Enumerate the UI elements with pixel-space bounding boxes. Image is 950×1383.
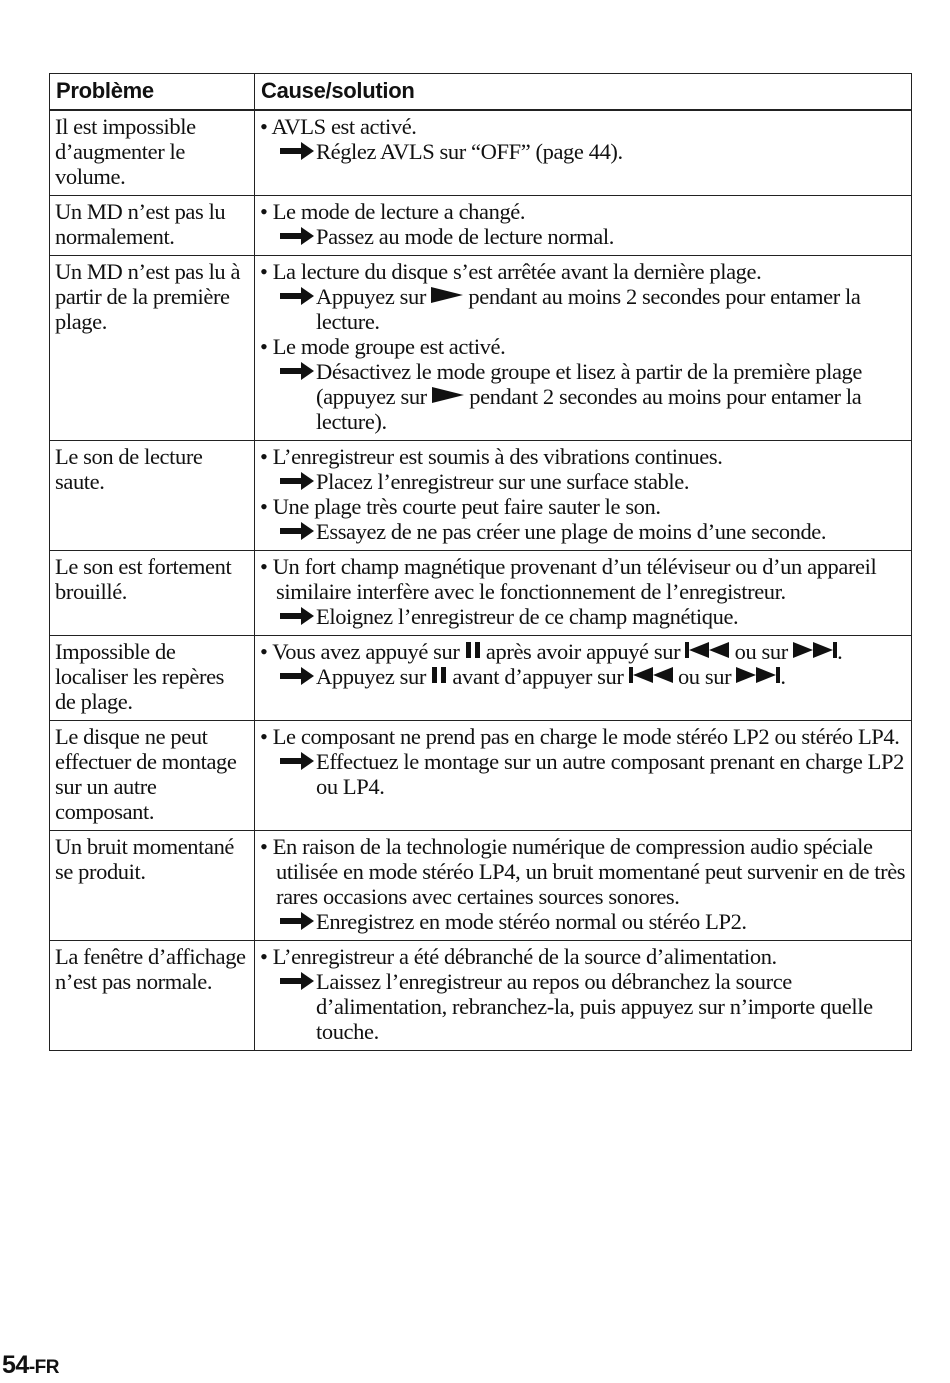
text-run: ou sur [729, 639, 794, 664]
table-row [50, 551, 912, 636]
problem-cell: Il est impossible d’augmenter le volume. [50, 110, 255, 196]
problem-cell: Un MD n’est pas lu normalement. [50, 196, 255, 256]
text-run: avant d’appuyer sur [447, 664, 629, 689]
text-run: . [837, 639, 843, 664]
text-run: L’enregistreur a été débranché de la source d’alimentation. [272, 944, 777, 969]
solution-item [260, 909, 906, 934]
text-run: Eloignez l’enregistreur de ce champ magnétique. [316, 604, 739, 629]
solution-item [260, 224, 906, 249]
solution-item [260, 604, 906, 629]
bullet-icon: • [260, 944, 273, 969]
cause-solution-cell [255, 441, 912, 551]
table-row [50, 831, 912, 941]
table-body [50, 110, 912, 1051]
bullet-icon: • [260, 199, 273, 224]
text-run: En raison de la technologie numérique de compression audio spéciale utilisée en mode stéréo LP4, un bruit momentané peut survenir en de très rares occasions avec certaines sources sonores. [272, 834, 906, 909]
text-run: Vous avez appuyé sur [272, 639, 465, 664]
text-run: Le composant ne prend pas en charge le mode stéréo LP2 ou stéréo LP4. [272, 724, 900, 749]
cause-item [260, 834, 906, 909]
arrow-icon [280, 972, 314, 990]
pause-icon [465, 641, 481, 659]
cause-solution-cell [255, 256, 912, 441]
next-track-icon [736, 666, 780, 684]
arrow-icon [280, 362, 314, 380]
cause-item [260, 494, 906, 519]
arrow-icon [280, 287, 314, 305]
cause-item [260, 259, 906, 284]
solution-item [260, 284, 906, 334]
bullet-icon: • [260, 259, 273, 284]
problem-cell: Impossible de localiser les repères de plage. [50, 636, 255, 721]
pause-icon [431, 666, 447, 684]
arrow-icon [280, 667, 314, 685]
previous-track-icon [629, 666, 673, 684]
cause-solution-cell [255, 196, 912, 256]
text-run: Enregistrez en mode stéréo normal ou stéréo LP2. [316, 909, 747, 934]
cause-item [260, 334, 906, 359]
text-run: Laissez l’enregistreur au repos ou débranchez la source d’alimentation, rebranchez-la, puis appuyez sur n’importe quelle touche. [316, 969, 873, 1044]
solution-item [260, 969, 906, 1044]
table-row [50, 941, 912, 1051]
text-run: AVLS est activé. [271, 114, 417, 139]
play-icon [432, 386, 464, 404]
bullet-icon: • [260, 724, 273, 749]
text-run: Placez l’enregistreur sur une surface stable. [316, 469, 690, 494]
cause-item [260, 199, 906, 224]
text-run: L’enregistreur est soumis à des vibrations continues. [272, 444, 723, 469]
text-run: ou sur [672, 664, 737, 689]
bullet-icon: • [260, 494, 273, 519]
page-number-suffix: -FR [28, 1357, 59, 1378]
text-run: pendant au moins 2 secondes pour entamer la lecture. [316, 284, 861, 334]
text-run: Un fort champ magnétique provenant d’un téléviseur ou d’un appareil similaire interfère avec le fonctionnement de l’enregistreur. [272, 554, 877, 604]
text-run: Appuyez sur [316, 664, 432, 689]
bullet-icon: • [260, 444, 273, 469]
cause-solution-cell [255, 941, 912, 1051]
problem-cell: Un MD n’est pas lu à partir de la première plage. [50, 256, 255, 441]
problem-cell: Le son de lecture saute. [50, 441, 255, 551]
problem-column-header: Problème [50, 74, 255, 111]
arrow-icon [280, 142, 314, 160]
table-header-row [50, 74, 912, 111]
play-icon [431, 286, 463, 304]
cause-solution-cell [255, 721, 912, 831]
table-row [50, 721, 912, 831]
bullet-icon: • [260, 639, 273, 664]
solution-item [260, 359, 906, 434]
text-run: Une plage très courte peut faire sauter le son. [272, 494, 661, 519]
cause-item [260, 444, 906, 469]
text-run: Passez au mode de lecture normal. [316, 224, 614, 249]
solution-item [260, 469, 906, 494]
cause-solution-cell [255, 636, 912, 721]
page-number-value: 54 [2, 1351, 29, 1379]
arrow-icon [280, 752, 314, 770]
bullet-icon: • [260, 834, 273, 859]
next-track-icon [793, 641, 837, 659]
table-row [50, 256, 912, 441]
arrow-icon [280, 227, 314, 245]
cause-item [260, 944, 906, 969]
cause-solution-cell [255, 110, 912, 196]
problem-cell: Le disque ne peut effectuer de montage sur un autre composant. [50, 721, 255, 831]
arrow-icon [280, 522, 314, 540]
cause-item [260, 639, 906, 664]
text-run: Désactivez le mode groupe et lisez à partir de la première plage (appuyez sur [316, 359, 862, 409]
text-run: Appuyez sur [316, 284, 432, 309]
bullet-icon: • [260, 554, 273, 579]
page-number [2, 1350, 59, 1383]
solution-item [260, 519, 906, 544]
table-row [50, 441, 912, 551]
text-run: La lecture du disque s’est arrêtée avant la dernière plage. [272, 259, 762, 284]
bullet-icon: • [260, 334, 273, 359]
text-run: Le mode groupe est activé. [272, 334, 506, 359]
text-run: Effectuez le montage sur un autre composant prenant en charge LP2 ou LP4. [316, 749, 904, 799]
solution-item [260, 139, 906, 164]
solution-item [260, 664, 906, 689]
text-run: Essayez de ne pas créer une plage de moins d’une seconde. [316, 519, 827, 544]
previous-track-icon [685, 641, 729, 659]
cause-column-header: Cause/solution [255, 74, 912, 111]
problem-cell: La fenêtre d’affichage n’est pas normale. [50, 941, 255, 1051]
cause-item [260, 724, 906, 749]
cause-item [260, 114, 906, 139]
troubleshooting-table [49, 73, 912, 1051]
table-row [50, 636, 912, 721]
text-run: pendant 2 secondes au moins pour entamer la lecture). [316, 384, 862, 434]
text-run: Le mode de lecture a changé. [272, 199, 526, 224]
cause-solution-cell [255, 831, 912, 941]
text-run: Réglez AVLS sur “OFF” (page 44). [316, 139, 623, 164]
arrow-icon [280, 607, 314, 625]
bullet-icon: • [260, 114, 272, 139]
cause-solution-cell [255, 551, 912, 636]
solution-item [260, 749, 906, 799]
table-row [50, 196, 912, 256]
arrow-icon [280, 472, 314, 490]
problem-cell: Le son est fortement brouillé. [50, 551, 255, 636]
table-row [50, 110, 912, 196]
cause-item [260, 554, 906, 604]
problem-cell: Un bruit momentané se produit. [50, 831, 255, 941]
text-run: . [780, 664, 786, 689]
arrow-icon [280, 912, 314, 930]
text-run: après avoir appuyé sur [480, 639, 686, 664]
